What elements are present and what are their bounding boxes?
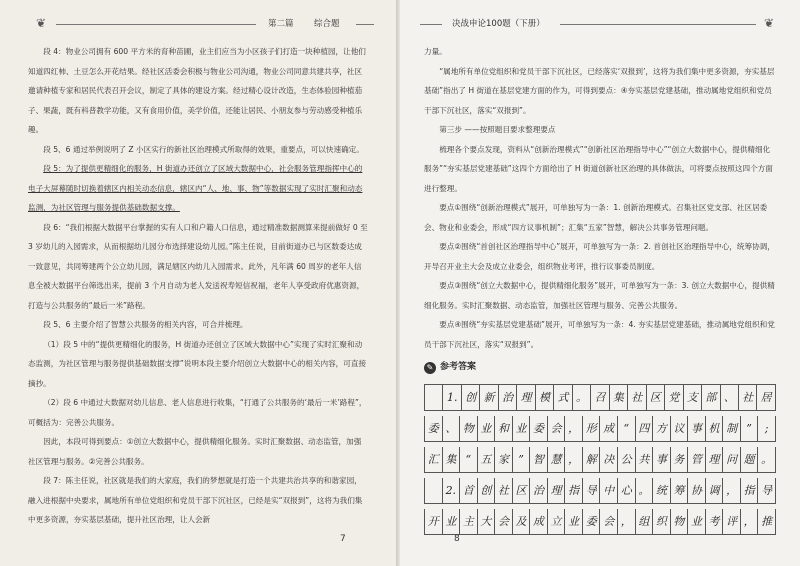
answer-grid-cell: 部	[702, 385, 720, 410]
answer-grid-row	[424, 509, 776, 535]
answer-grid-cell: 首	[460, 478, 478, 503]
answer-grid-cell: 模	[536, 385, 554, 410]
answer-grid-cell: 委	[530, 416, 548, 441]
answer-grid-cell: ;	[758, 416, 776, 441]
answer-grid-cell: 成	[600, 416, 618, 441]
header-rule	[560, 24, 756, 25]
answer-grid-cell: 、	[721, 385, 739, 410]
answer-grid-cell: 式	[554, 385, 572, 410]
right-page	[400, 0, 800, 566]
answer-grid-cell: 业	[565, 509, 583, 534]
answer-grid-cell: 导	[583, 478, 601, 503]
answer-grid-cell: 社	[739, 385, 757, 410]
answer-grid-cell: 织	[653, 509, 671, 534]
header-topic: 综合题	[314, 19, 340, 29]
header-book-title: 决战申论100题（下册）	[452, 19, 545, 29]
answer-grid-cell: 四	[636, 416, 654, 441]
paragraph: 梳理各个要点发现，资料从“创新治理模式”“创新社区治理指导中心”“创立大数据中心，提供精细化服务”“夯实基层党建基础”这四个方面给出了 H 街道创新社区治理的具体做法，可将要点按照这四个方面进行整理。	[424, 144, 773, 193]
header-section: 第二篇	[268, 19, 294, 29]
paragraph: 段 4：物业公司拥有 600 平方米的育种苗圃，业主们应当为小区孩子们打造一块种植园，让他们知道四红柿、土豆怎么开花结果。经社区活委会积极与物业公司沟通，物业公司同意共建共享，社区邀请种植专家和居民代表召开会议，制定了具体的建设方案。经过精心设计改造，生态体验园种植茄子、果蔬，既有科普教学功能，又有食用价值，美学价值，还能让居民、小朋友参与劳动感受种植乐趣。	[28, 47, 366, 134]
answer-grid-cell: 调	[706, 478, 724, 503]
paragraph: 段 7：陈主任说，社区就是我们的大家庭，我们的梦想就是打造一个共建共治共享的和谐家园，融入进根据中央要求，属地所有单位党组织和党员干部下沉社区，已经是实“双报到”，这将为我们集中更多资源，夯实基层基础，提升社区治理，让人会新	[28, 476, 363, 524]
answer-grid-cell: 五	[478, 447, 496, 472]
header-rule	[420, 24, 442, 25]
answer-grid-cell: 业	[443, 509, 461, 534]
answer-grid-cell: ”	[513, 447, 531, 472]
answer-grid-cell: 解	[583, 447, 601, 472]
left-page-body	[28, 42, 368, 530]
answer-grid-cell: 方	[653, 416, 671, 441]
answer-grid-cell: 和	[495, 416, 513, 441]
answer-grid-cell: 集	[610, 385, 628, 410]
answer-grid-cell: 创	[462, 385, 480, 410]
step-heading	[424, 120, 776, 140]
answer-grid-cell: 委	[583, 509, 601, 534]
answer-grid-cell: 心	[618, 478, 636, 503]
answer-grid-cell: 会	[548, 416, 566, 441]
page-number: 8	[454, 534, 460, 544]
answer-grid-cell: 集	[443, 447, 461, 472]
answer-grid-row	[424, 385, 776, 411]
answer-grid-cell: 物	[460, 416, 478, 441]
answer-grid-cell: 会	[495, 509, 513, 534]
answer-grid-cell: 管	[688, 447, 706, 472]
right-page-body	[424, 42, 776, 535]
answer-grid-cell: 统	[653, 478, 671, 503]
answer-grid-cell: 业	[688, 509, 706, 534]
answer-grid-cell: “	[618, 416, 636, 441]
answer-grid-cell: 机	[706, 416, 724, 441]
answer-grid-cell: 制	[723, 416, 741, 441]
answer-grid-cell: 组	[636, 509, 654, 534]
answer-grid-cell: 社	[628, 385, 646, 410]
answer-grid-cell: 党	[665, 385, 683, 410]
step-title: ——按照题目要求整理要点	[464, 125, 556, 134]
answer-grid-cell: 。	[573, 385, 591, 410]
answer-grid-cell: 区	[513, 478, 531, 503]
paragraph: 段 6：“我们根据大数据平台掌握的实有人口和户籍人口信息，通过精准数据测算来提前做好 0 至 3 岁幼儿的入园需求，从而根据幼儿园分布选择建设幼儿园。”陈主任说，目前街道办已与区数委达成一致意见，共同筹建两个公立幼儿园，满足辖区内幼儿入园需求。此外，凡年满 60 周岁的老年人信息全被大数据平台筛选出来，提前 3 个月自动为老人发送祝寿短信祝福，老年人享受政府优惠资源，打造与公共服务的“最后一米”路程。	[28, 222, 368, 310]
answer-grid-cell: 决	[600, 447, 618, 472]
answer-grid	[424, 384, 776, 535]
answer-grid-cell: “	[460, 447, 478, 472]
answer-grid-cell: 支	[684, 385, 702, 410]
paragraph: （2）段 6 中通过大数据对幼儿信息、老人信息进行收集，“打通了公共服务的‘最后一米’路程”，可概括为：完善公共服务。	[28, 398, 367, 427]
left-page-header	[34, 16, 374, 32]
answer-grid-cell: 业	[478, 416, 496, 441]
header-rule	[356, 24, 374, 25]
answer-grid-cell: ”	[741, 416, 759, 441]
answer-grid-cell: 立	[548, 509, 566, 534]
answer-grid-cell: 新	[480, 385, 498, 410]
answer-grid-cell: ，	[723, 478, 741, 503]
paragraph: 段 5、6 通过举例说明了 Z 小区实行的新社区治理模式所取得的效果，重要点，可以快速确定。	[43, 144, 364, 154]
answer-grid-cell: 公	[618, 447, 636, 472]
answer-grid-cell: 居	[757, 385, 775, 410]
answer-grid-cell: 区	[647, 385, 665, 410]
paragraph: 力量。	[424, 47, 447, 56]
flourish-icon: ❦	[763, 16, 775, 30]
answer-badge-icon: ✎	[424, 362, 436, 374]
answer-grid-cell: 理	[548, 478, 566, 503]
answer-grid-cell: 务	[671, 447, 689, 472]
paragraph: “属地所有单位党组织和党员干部下沉社区，已经落实‘双报到’，这将为我们集中更多资源，夯实基层基础”指出了 H 街道在基层党建方面的作为，可得到要点：④夯实基层党建基础，推动属地党组织和党员干部下沉社区，落实“双报到”。	[424, 66, 775, 115]
answer-grid-cell: 。	[636, 478, 654, 503]
paragraph: （1）段 5 中的“提供更精细化的服务，H 街道办还创立了区域大数据中心”实现了实时汇聚和动态监测，为社区管理与服务提供基础数据支撑”说明本段主要介绍创立大数据中心的相关内容，可直接摘抄。	[28, 339, 367, 388]
answer-grid-cell: 事	[688, 416, 706, 441]
answer-grid-cell	[425, 478, 443, 503]
answer-grid-cell: 治	[530, 478, 548, 503]
answer-grid-cell: 慧	[548, 447, 566, 472]
answer-grid-cell: 考	[706, 509, 724, 534]
answer-grid-cell: 协	[688, 478, 706, 503]
answer-grid-cell: 会	[600, 509, 618, 534]
page-number: 7	[340, 534, 346, 544]
answer-grid-cell: ，	[741, 509, 759, 534]
paragraph: 段 5：为了提供更精细化的服务，H 街道办还创立了区域大数据中心，社会服务管理指挥中心的电子大屏幕随时切换着辖区内相关动态信息，辖区内“人、地、事、物”等数据实现了实时汇聚和动态监测，为社区管理与服务提供基础数据支撑。	[28, 164, 363, 212]
answer-grid-row	[424, 447, 776, 473]
answer-grid-cell: 中	[600, 478, 618, 503]
answer-grid-cell: 指	[741, 478, 759, 503]
answer-grid-cell: 共	[636, 447, 654, 472]
answer-grid-cell: 筹	[671, 478, 689, 503]
answer-grid-cell: 社	[495, 478, 513, 503]
answer-grid-cell: 家	[495, 447, 513, 472]
answer-grid-cell: 开	[425, 509, 443, 534]
answer-grid-cell: 理	[517, 385, 535, 410]
answer-grid-cell: ，	[565, 447, 583, 472]
step-label: 第三步	[439, 125, 462, 134]
paragraph: 因此，本段可得到要点：①创立大数据中心，提供精细化服务。实时汇聚数据、动态监管，加强社区管理与服务。②完善公共服务。	[28, 437, 362, 466]
header-rule	[56, 24, 256, 25]
answer-grid-cell: 推	[758, 509, 776, 534]
answer-grid-cell	[425, 385, 443, 410]
answer-grid-cell: 形	[583, 416, 601, 441]
paragraph: 要点③围绕“创立大数据中心，提供精细化服务”展开，可单独写为一条：3. 创立大数据中心，提供精细化服务。实时汇聚数据、动态监管，加强社区管理与服务、完善公共服务。	[424, 281, 775, 310]
answer-grid-cell: 问	[723, 447, 741, 472]
answer-grid-cell: 智	[530, 447, 548, 472]
paragraph: 要点②围绕“首创社区治理指导中心”展开，可单独写为一条：2. 首创社区治理指导中心，统筹协调，开导召开业主大会及成立业委会，组织物业考评，推行议事委员制度。	[424, 242, 775, 271]
right-page-header	[420, 16, 780, 32]
answer-grid-cell: 治	[499, 385, 517, 410]
answer-grid-cell: 议	[671, 416, 689, 441]
reference-answer-heading	[424, 358, 776, 378]
paragraph: 要点④围绕“夯实基层党建基础”展开，可单独写为一条：4. 夯实基层党建基础，推动属地党组织和党员干部下沉社区，落实“双报到”。	[424, 320, 775, 349]
reference-answer-title: 参考答案	[440, 362, 477, 372]
answer-grid-cell: 事	[653, 447, 671, 472]
answer-grid-cell: 2.	[443, 478, 461, 503]
answer-grid-cell: 评	[723, 509, 741, 534]
answer-grid-cell: 召	[591, 385, 609, 410]
answer-grid-cell: 物	[671, 509, 689, 534]
answer-grid-cell: 主	[460, 509, 478, 534]
answer-grid-cell: 汇	[425, 447, 443, 472]
answer-grid-cell: 创	[478, 478, 496, 503]
answer-grid-cell: 题	[741, 447, 759, 472]
answer-grid-row	[424, 478, 776, 504]
paragraph: 段 5、6 主要介绍了智慧公共服务的相关内容，可合并梳理。	[43, 320, 248, 329]
answer-grid-cell: 成	[530, 509, 548, 534]
answer-grid-row	[424, 416, 776, 442]
answer-grid-cell: 。	[758, 447, 776, 472]
answer-grid-cell: ，	[565, 416, 583, 441]
answer-grid-cell: 及	[513, 509, 531, 534]
answer-grid-cell: 大	[478, 509, 496, 534]
flourish-icon: ❦	[35, 16, 47, 30]
answer-grid-cell: 指	[565, 478, 583, 503]
answer-grid-cell: 、	[443, 416, 461, 441]
paragraph: 要点①围绕“创新治理模式”展开，可单独写为一条：1. 创新治理模式。召集社区党支部、社区居委会、物业和业委会，形成“四方议事机制”；汇集“五家”智慧，解决公共事务管理问题。	[424, 203, 768, 232]
answer-grid-cell: ，	[618, 509, 636, 534]
answer-grid-cell: 导	[758, 478, 776, 503]
answer-grid-cell: 1.	[443, 385, 461, 410]
answer-grid-cell: 理	[706, 447, 724, 472]
answer-grid-cell: 委	[425, 416, 443, 441]
answer-grid-cell: 业	[513, 416, 531, 441]
